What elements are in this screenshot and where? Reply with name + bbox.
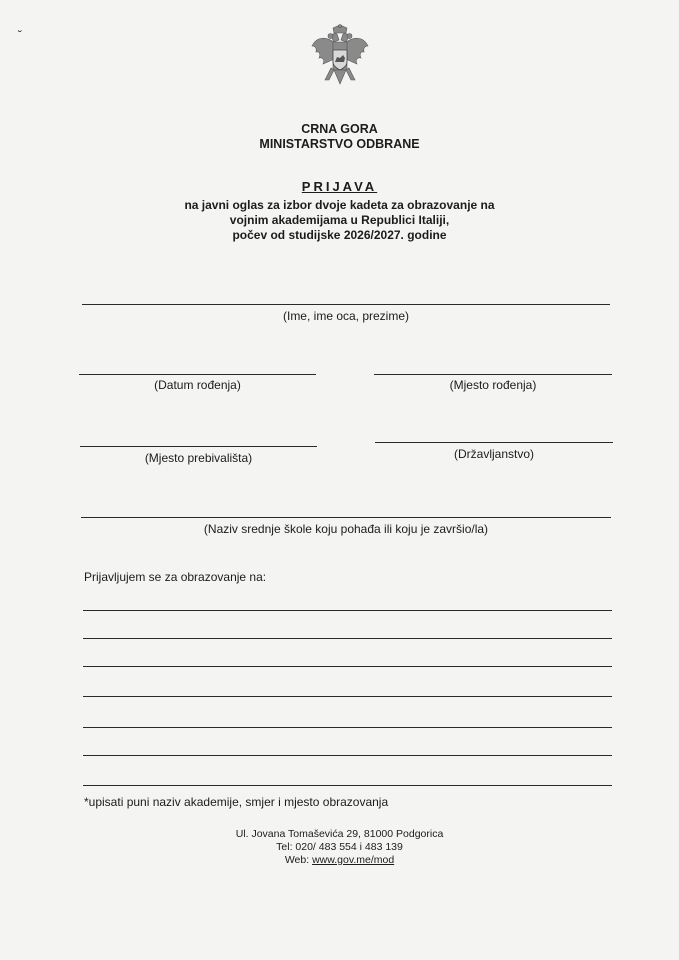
apply-line[interactable] <box>83 610 612 611</box>
footer-phone: Tel: 020/ 483 554 i 483 139 <box>276 841 403 853</box>
residence-field[interactable] <box>80 446 317 447</box>
scan-mark-icon: ˘ <box>18 28 22 42</box>
apply-line[interactable] <box>83 696 612 697</box>
apply-line[interactable] <box>83 638 612 639</box>
full-name-caption: (Ime, ime oca, prezime) <box>282 309 410 323</box>
citizenship-caption: (Državljanstvo) <box>453 447 534 461</box>
footer-address: Ul. Jovana Tomaševića 29, 81000 Podgorica <box>235 828 444 840</box>
form-subtitle-line: vojnim akademijama u Republici Italiji, <box>229 213 450 227</box>
residence-caption: (Mjesto prebivališta) <box>144 451 253 465</box>
full-name-field[interactable] <box>82 304 610 305</box>
footer-web-link[interactable]: www.gov.me/mod <box>312 854 395 866</box>
birth-place-caption: (Mjesto rođenja) <box>449 378 537 392</box>
apply-label: Prijavljujem se za obrazovanje na: <box>84 570 267 584</box>
coat-of-arms-icon <box>309 24 371 92</box>
ministry-name: MINISTARSTVO ODBRANE <box>259 137 420 151</box>
apply-line[interactable] <box>83 785 612 786</box>
apply-line[interactable] <box>83 666 612 667</box>
footer-web-label: Web: <box>284 854 310 866</box>
birth-place-field[interactable] <box>374 374 612 375</box>
birth-date-caption: (Datum rođenja) <box>154 378 241 392</box>
school-field[interactable] <box>81 517 611 518</box>
country-name: CRNA GORA <box>301 122 378 136</box>
citizenship-field[interactable] <box>375 442 613 443</box>
form-subtitle-line: na javni oglas za izbor dvoje kadeta za obrazovanje na <box>184 198 495 212</box>
apply-line[interactable] <box>83 755 612 756</box>
form-title: PRIJAVA <box>301 179 378 194</box>
birth-date-field[interactable] <box>79 374 316 375</box>
footer-web <box>0 853 679 867</box>
form-subtitle-line: počev od studijske 2026/2027. godine <box>232 228 447 242</box>
footnote: *upisati puni naziv akademije, smjer i mjesto obrazovanja <box>84 795 389 809</box>
school-caption: (Naziv srednje škole koju pohađa ili koju je završio/la) <box>203 522 489 536</box>
apply-line[interactable] <box>83 727 612 728</box>
